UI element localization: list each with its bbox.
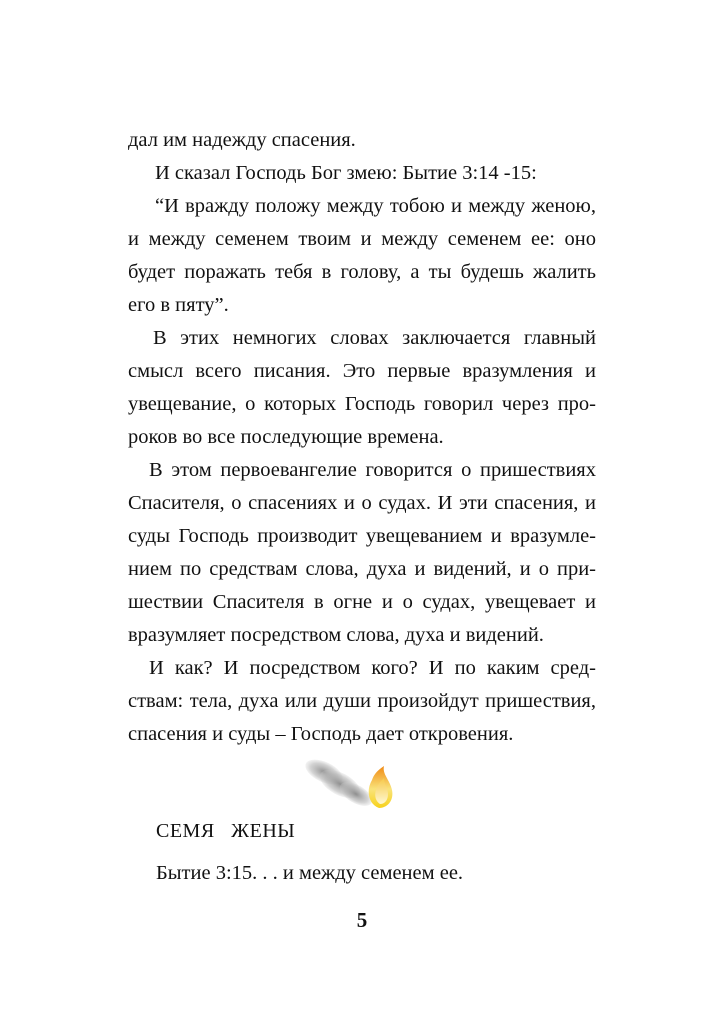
text-line: “И вражду положу между тобою и между женою, (155, 195, 596, 217)
text-line: Спасителя, о спасениях и о судах. И эти спасения, и (128, 492, 596, 514)
text-line: будет поражать тебя в голову, а ты будешь жалить (128, 261, 596, 283)
text-line: увещевание, о которых Господь говорил через про- (128, 393, 596, 415)
text-line: суды Господь производит увещеванием и вразумле- (128, 525, 596, 547)
text-line: смысл всего писания. Это первые вразумления и (128, 360, 596, 382)
text-line: спасения и суды – Господь дает откровения. (128, 723, 514, 745)
text-line: вразумляет посредством слова, духа и видений. (128, 624, 544, 646)
text-line: В этом первоевангелие говорится о пришествиях (149, 459, 596, 481)
text-line: И как? И посредством кого? И по каким сред- (149, 657, 596, 679)
text-line: и между семенем твоим и между семенем ее: оно (128, 228, 596, 250)
text-line: роков во все последующие времена. (128, 426, 444, 448)
page-number: 5 (356, 908, 368, 932)
text-line: дал им надежду спасения. (128, 129, 356, 151)
text-line: И сказал Господь Бог змею: Бытие 3:14 -15: (155, 162, 537, 184)
epigraph: Бытие 3:15. . . и между семенем ее. (156, 862, 464, 884)
section-heading: СЕМЯ ЖЕНЫ (156, 820, 296, 842)
text-line: В этих немногих словах заключается главный (153, 327, 596, 349)
text-line: шествии Спасителя в огне и о судах, увещевает и (128, 591, 596, 613)
flame-with-smoke-icon (300, 752, 400, 812)
text-line: нием по средствам слова, духа и видений, и о при- (128, 558, 596, 580)
text-line: его в пяту”. (128, 294, 229, 316)
text-line: ствам: тела, духа или души произойдут пришествия, (128, 690, 596, 712)
